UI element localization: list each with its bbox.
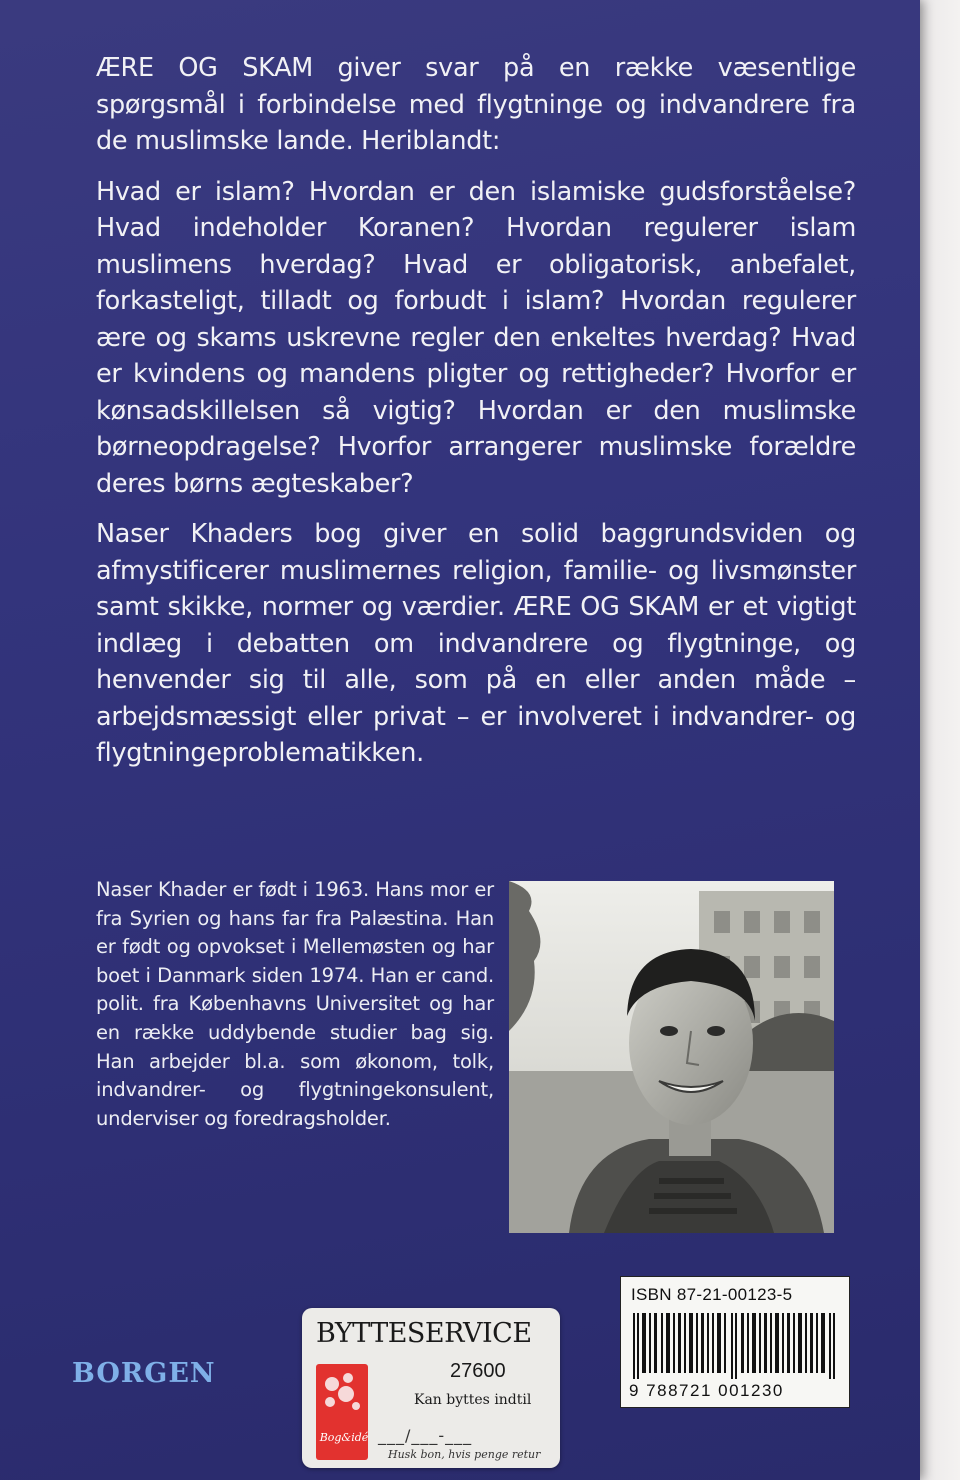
barcode-bars	[631, 1313, 839, 1379]
isbn-label: ISBN 87-21-00123-5	[631, 1285, 793, 1304]
author-photo	[509, 881, 834, 1233]
date-slots: ___/___-___	[378, 1426, 473, 1445]
isbn-barcode	[620, 1276, 850, 1408]
exchange-sticker	[302, 1308, 560, 1468]
sticker-footer: Husk bon, hvis penge retur	[388, 1448, 541, 1461]
logo-text: Bog&idé	[319, 1431, 369, 1444]
blurb	[96, 50, 856, 786]
bog-ide-logo	[316, 1364, 368, 1460]
exchange-text: Kan byttes indtil	[414, 1392, 532, 1408]
publisher-name: BORGEN	[72, 1358, 216, 1389]
sticker-title: BYTTESERVICE	[316, 1318, 532, 1349]
author-bio: Naser Khader er født i 1963. Hans mor er fra Syrien og hans far fra Palæstina. Han er født og opvokset i Mellemøsten og har boet i Danmark siden 1974. Han er cand. polit. fra Københavns Universitet og har en række uddybende studier bag sig. Han arbejder bl.a. som økonom, tolk, indvandrer- og flygtningekonsulent, underviser og foredragsholder.	[96, 878, 494, 1130]
sticker-code: 27600	[450, 1360, 506, 1382]
blurb-questions: Hvad er islam? Hvordan er den islamiske gudsforståelse? Hvad indeholder Koranen? Hvordan regulerer islam muslimens hverdag? Hvad er obligatorisk, anbefalet, forkasteligt, tilladt og forbudt i islam? Hvordan regulerer ære og skams uskrevne regler den enkeltes hverdag? Hvad er kvindens og mandens pligter og rettigheder? Hvorfor er kønsadskillelsen så vigtig? Hvordan er den muslimske børneopdragelse? Hvorfor arrangerer muslimske forældre deres børns ægteskaber?	[96, 176, 856, 499]
barcode-digits: 9 788721 001230	[629, 1381, 784, 1400]
blurb-summary: Naser Khaders bog giver en solid baggrundsviden og afmystificerer muslimernes religion, familie- og livsmønster samt skikke, normer og værdier. ÆRE OG SKAM er et vigtigt indlæg i debatten om indvandrere og flygtninge, og henvender sig til alle, som på en eller anden måde – arbejdsmæssigt eller privat – er involveret i indvandrer- og flygtningeproblematikken.	[96, 519, 856, 768]
blurb-intro: ÆRE OG SKAM giver svar på en række væsentlige spørgsmål i forbindelse med flygtninge og indvandrere fra de muslimske lande. Heriblandt:	[96, 53, 856, 156]
